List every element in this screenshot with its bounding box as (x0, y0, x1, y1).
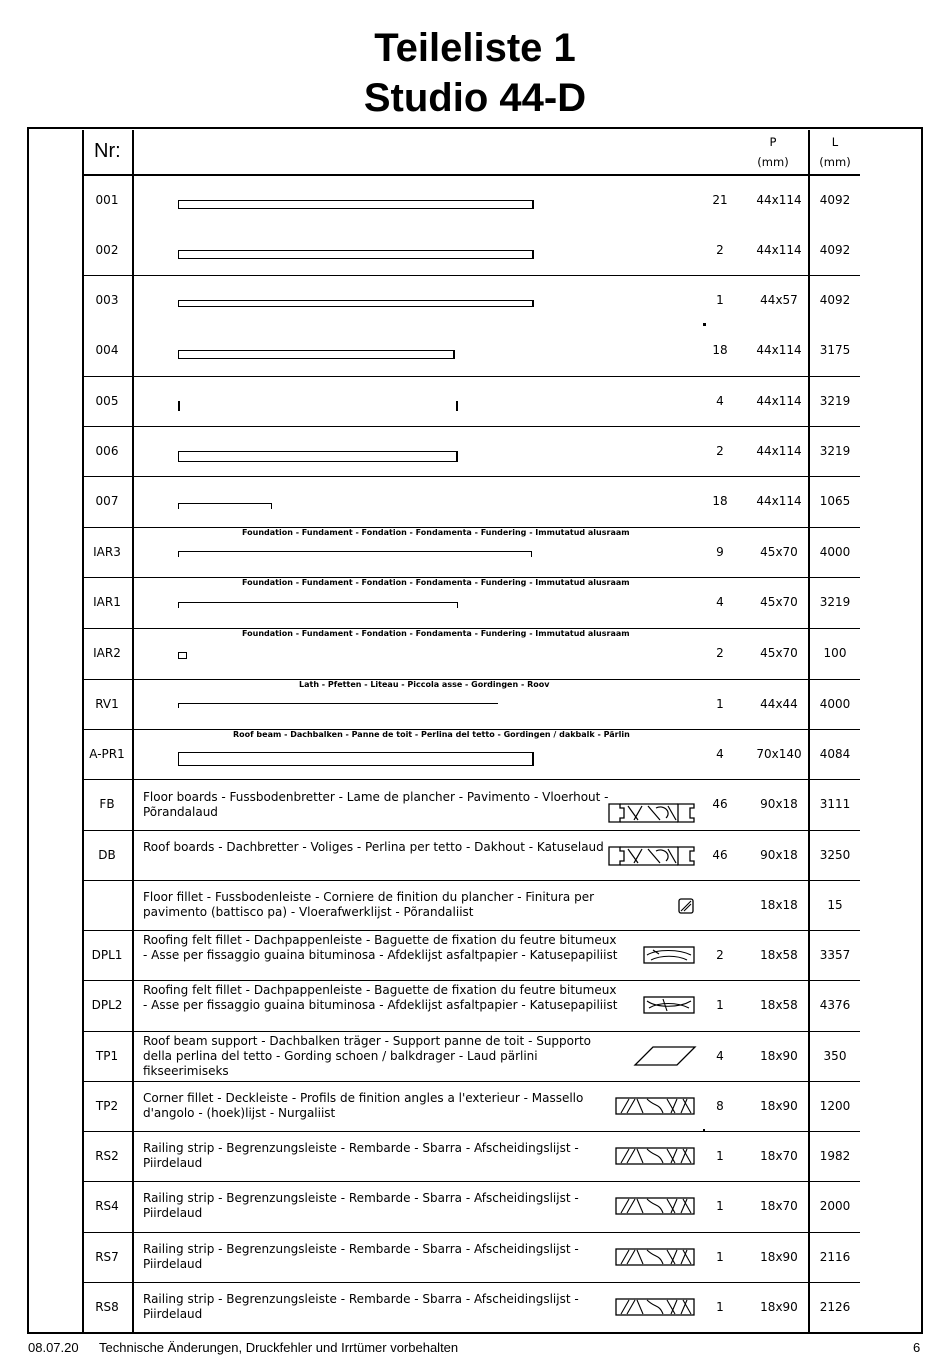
table-row (82, 377, 860, 427)
part-description: Roofing felt fillet - Dachpappenleiste - Baguette de fixation du feutre bitumeux - Asse per fissaggio guaina bituminosa - Afdeklijst asfaltpapier - Katusepapiliist (143, 983, 618, 1012)
part-number: IAR1 (93, 595, 121, 609)
part-number: TP2 (95, 1099, 119, 1113)
quantity: 46 (712, 797, 728, 811)
part-number: RS8 (95, 1300, 119, 1314)
table-row (82, 427, 860, 477)
length: 3250 (819, 848, 851, 862)
board-drawing (178, 350, 455, 359)
profile: 70x140 (756, 747, 802, 761)
quantity: 1 (716, 1149, 724, 1163)
profile: 18x58 (760, 948, 798, 962)
header-p-label: P (769, 135, 777, 149)
table-row (82, 981, 860, 1032)
table-row (82, 1233, 860, 1283)
corner-fillet-profile-icon (615, 1097, 695, 1115)
length: 3219 (819, 394, 851, 408)
length: 4092 (819, 243, 851, 257)
profile: 18x90 (760, 1250, 798, 1264)
table-row (82, 730, 860, 780)
length: 4000 (819, 545, 851, 559)
profile: 90x18 (760, 848, 798, 862)
table-row (82, 1032, 860, 1082)
profile: 18x58 (760, 998, 798, 1012)
table-row (82, 1132, 860, 1182)
quantity: 1 (716, 293, 724, 307)
fillet-profile-icon (678, 898, 694, 914)
length: 15 (827, 898, 843, 912)
quantity: 46 (712, 848, 728, 862)
profile: 44x114 (756, 394, 802, 408)
table-row (82, 176, 860, 226)
length: 1065 (819, 494, 851, 508)
table-row (82, 1082, 860, 1132)
profile: 18x90 (760, 1049, 798, 1063)
part-description: Floor boards - Fussbodenbretter - Lame de plancher - Pavimento - Vloerhout - Põrandalaud (143, 790, 609, 819)
length: 3219 (819, 595, 851, 609)
length: 3111 (819, 797, 851, 811)
table-row (82, 1283, 860, 1333)
table-row (82, 629, 860, 680)
marker-dot (703, 1129, 705, 1131)
header-p (748, 132, 798, 172)
length: 4000 (819, 697, 851, 711)
part-number: FB (99, 797, 115, 811)
quantity: 1 (716, 1199, 724, 1213)
quantity: 4 (716, 595, 724, 609)
quantity: 18 (712, 343, 728, 357)
footer-date: 08.07.20 (28, 1340, 79, 1355)
board-drawing (178, 300, 534, 307)
beam-drawing (178, 752, 534, 766)
part-number: 004 (95, 343, 119, 357)
profile: 44x114 (756, 243, 802, 257)
length: 4092 (819, 293, 851, 307)
length: 4376 (819, 998, 851, 1012)
page-subtitle: Studio 44-D (363, 76, 587, 120)
block-drawing (178, 652, 187, 659)
table-row (82, 326, 860, 377)
part-number: 001 (95, 193, 119, 207)
beam-support-profile-icon (633, 1045, 697, 1067)
part-number: 006 (95, 444, 119, 458)
felt-fillet-profile-icon (643, 946, 695, 964)
header-l-label: L (831, 135, 839, 149)
length: 3175 (819, 343, 851, 357)
row-caption: Roof beam - Dachbalken - Panne de toit - Perlina del tetto - Gordingen / dakbalk - Pärlin (233, 730, 630, 739)
felt-fillet-profile-icon (643, 996, 695, 1014)
header-nr: Nr: (94, 140, 121, 162)
profile: 45x70 (760, 545, 798, 559)
quantity: 1 (716, 1250, 724, 1264)
page-number: 6 (913, 1340, 921, 1355)
quantity: 18 (712, 494, 728, 508)
board-end-mark (456, 401, 458, 411)
length: 100 (823, 646, 847, 660)
profile: 45x70 (760, 595, 798, 609)
table-row (82, 276, 860, 326)
length: 1982 (819, 1149, 851, 1163)
page-title: Teileliste 1 (374, 26, 576, 70)
part-description: Railing strip - Begrenzungsleiste - Rembarde - Sbarra - Afscheidingslijst - Piirdelaud (143, 1141, 579, 1170)
profile: 18x70 (760, 1149, 798, 1163)
roofboard-profile-icon (608, 845, 696, 867)
board-drawing (178, 551, 532, 557)
part-number: DPL1 (91, 948, 123, 962)
railing-strip-profile-icon (615, 1197, 695, 1215)
table-row (82, 831, 860, 881)
floorboard-profile-icon (608, 802, 696, 824)
row-caption: Foundation - Fundament - Fondation - Fondamenta - Fundering - Immutatud alusraam (242, 629, 630, 638)
table-row (82, 578, 860, 629)
profile: 44x57 (760, 293, 798, 307)
part-description: Roof beam support - Dachbalken träger - Support panne de toit - Supporto della perlina del tetto - Gording schoen / balkdrager - Laud pärlini fikseerimiseks (143, 1034, 591, 1078)
profile: 44x114 (756, 343, 802, 357)
part-number: RS4 (95, 1199, 119, 1213)
part-number: DPL2 (91, 998, 123, 1012)
table-row (82, 226, 860, 276)
quantity: 2 (716, 646, 724, 660)
part-number: 002 (95, 243, 119, 257)
part-number: IAR2 (93, 646, 121, 660)
profile: 18x90 (760, 1099, 798, 1113)
board-drawing (178, 200, 534, 209)
part-number: 005 (95, 394, 119, 408)
railing-strip-profile-icon (615, 1248, 695, 1266)
part-description: Roof boards - Dachbretter - Voliges - Perlina per tetto - Dakhout - Katuselaud (143, 840, 604, 854)
row-caption: Lath - Pfetten - Liteau - Piccola asse - Gordingen - Roov (299, 680, 550, 689)
header-l (810, 132, 860, 172)
quantity: 4 (716, 1049, 724, 1063)
quantity: 4 (716, 394, 724, 408)
footer-disclaimer: Technische Änderungen, Druckfehler und Irrtümer vorbehalten (99, 1340, 459, 1355)
part-number: DB (98, 848, 116, 862)
length: 4084 (819, 747, 851, 761)
board-drawing (178, 602, 458, 608)
part-number: IAR3 (93, 545, 121, 559)
profile: 90x18 (760, 797, 798, 811)
quantity: 2 (716, 948, 724, 962)
part-number: RS2 (95, 1149, 119, 1163)
header-l-unit: (mm) (819, 155, 851, 169)
length: 3219 (819, 444, 851, 458)
part-number: A-PR1 (89, 747, 125, 761)
quantity: 2 (716, 444, 724, 458)
table-row (82, 680, 860, 730)
quantity: 4 (716, 747, 724, 761)
quantity: 2 (716, 243, 724, 257)
length: 1200 (819, 1099, 851, 1113)
board-drawing (178, 451, 458, 462)
profile: 18x18 (760, 898, 798, 912)
profile: 44x44 (760, 697, 798, 711)
quantity: 1 (716, 697, 724, 711)
part-description: Floor fillet - Fussbodenleiste - Corniere de finition du plancher - Finitura per pavimento (battisco pa) - Vloerafwerklijst - Põrandaliist (143, 890, 595, 919)
length: 2126 (819, 1300, 851, 1314)
profile: 44x114 (756, 494, 802, 508)
profile: 18x70 (760, 1199, 798, 1213)
row-caption: Foundation - Fundament - Fondation - Fondamenta - Fundering - Immutatud alusraam (242, 528, 630, 537)
table-row (82, 1182, 860, 1233)
board-drawing (178, 503, 272, 509)
profile: 45x70 (760, 646, 798, 660)
part-number: RS7 (95, 1250, 119, 1264)
table-row (82, 931, 860, 981)
length: 2000 (819, 1199, 851, 1213)
part-description: Corner fillet - Deckleiste - Profils de finition angles a l'exterieur - Massello d'angolo - (hoek)lijst - Nurgaliist (143, 1091, 584, 1120)
part-number: 007 (95, 494, 119, 508)
railing-strip-profile-icon (615, 1147, 695, 1165)
quantity: 1 (716, 1300, 724, 1314)
table-row (82, 780, 860, 831)
quantity: 8 (716, 1099, 724, 1113)
length: 2116 (819, 1250, 851, 1264)
header-p-unit: (mm) (757, 155, 789, 169)
part-number: TP1 (95, 1049, 119, 1063)
quantity: 9 (716, 545, 724, 559)
profile: 44x114 (756, 444, 802, 458)
part-number: 003 (95, 293, 119, 307)
part-description: Roofing felt fillet - Dachpappenleiste - Baguette de fixation du feutre bitumeux - Asse per fissaggio guaina bituminosa - Afdeklijst asfaltpapier - Katusepapiliist (143, 933, 618, 962)
table-row (82, 881, 860, 931)
table-header (82, 130, 860, 176)
part-description: Railing strip - Begrenzungsleiste - Rembarde - Sbarra - Afscheidingslijst - Piirdelaud (143, 1242, 579, 1271)
quantity: 1 (716, 998, 724, 1012)
part-description: Railing strip - Begrenzungsleiste - Rembarde - Sbarra - Afscheidingslijst - Piirdelaud (143, 1292, 579, 1321)
profile: 44x114 (756, 193, 802, 207)
part-number: RV1 (95, 697, 119, 711)
board-drawing (178, 250, 534, 259)
length: 350 (823, 1049, 847, 1063)
board-drawing (178, 703, 498, 708)
table-row (82, 477, 860, 528)
table-row (82, 528, 860, 578)
part-description: Railing strip - Begrenzungsleiste - Rembarde - Sbarra - Afscheidingslijst - Piirdelaud (143, 1191, 579, 1220)
board-end-mark (178, 401, 180, 411)
quantity: 21 (712, 193, 728, 207)
row-caption: Foundation - Fundament - Fondation - Fondamenta - Fundering - Immutatud alusraam (242, 578, 630, 587)
length: 3357 (819, 948, 851, 962)
parts-table (82, 130, 860, 1333)
railing-strip-profile-icon (615, 1298, 695, 1316)
profile: 18x90 (760, 1300, 798, 1314)
length: 4092 (819, 193, 851, 207)
